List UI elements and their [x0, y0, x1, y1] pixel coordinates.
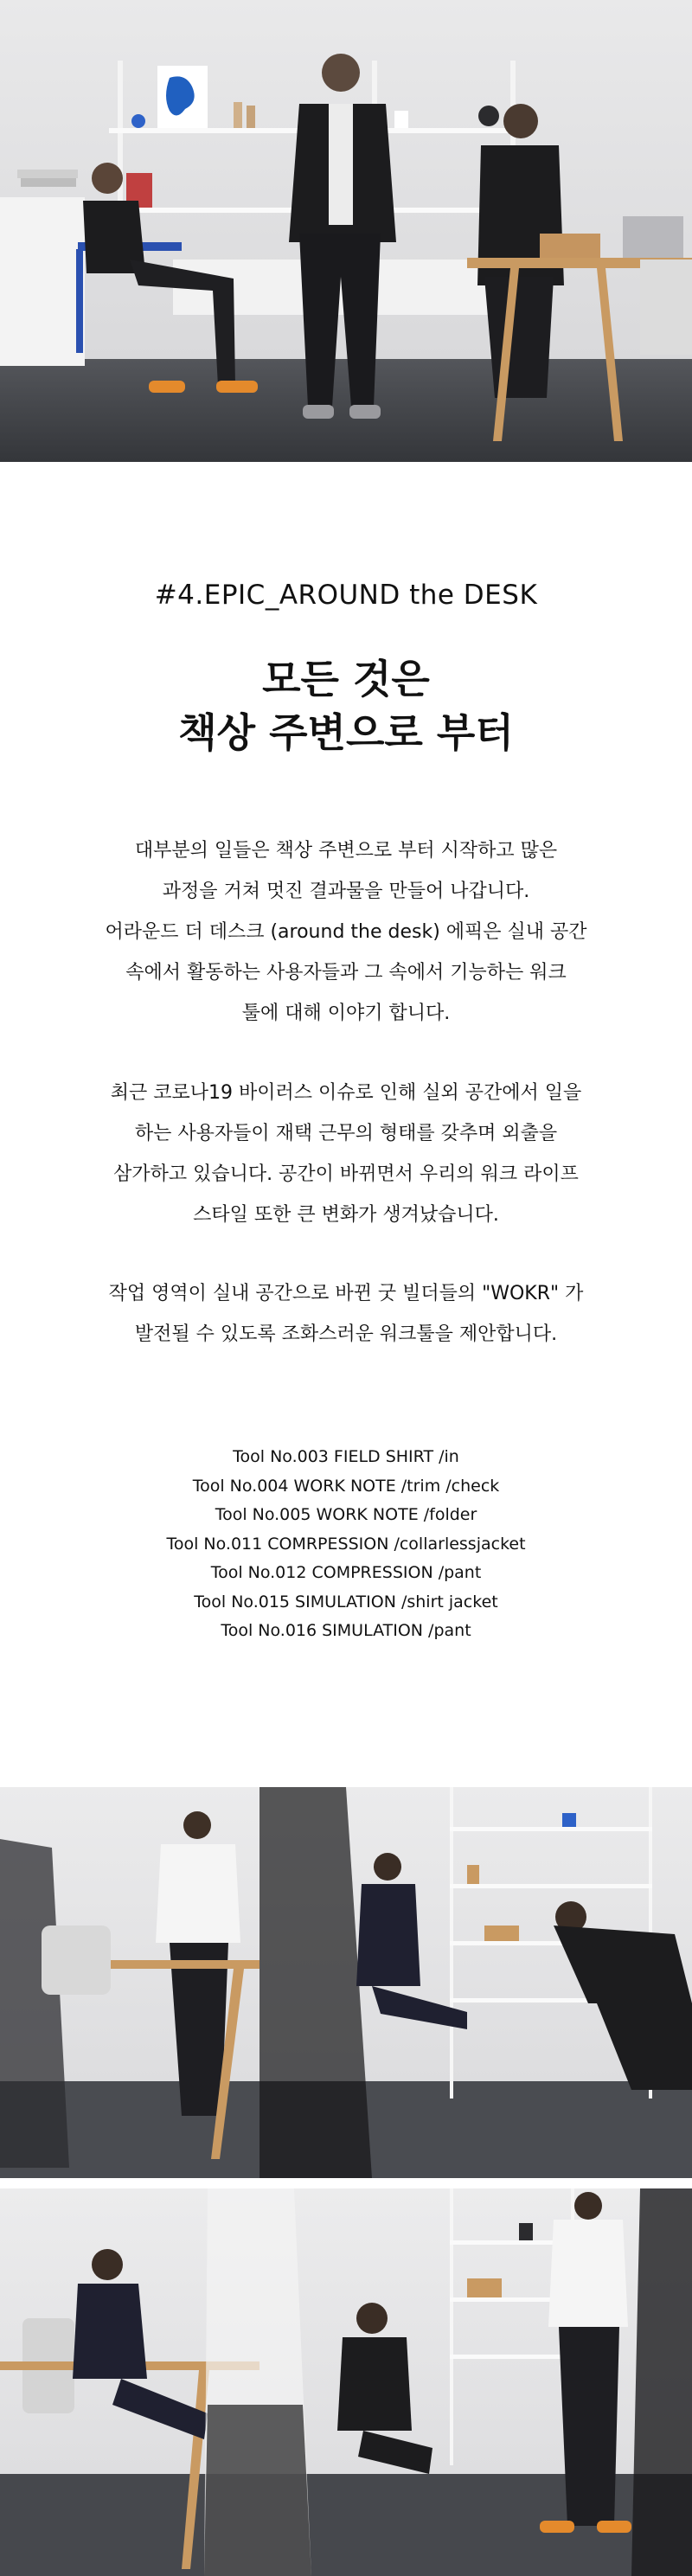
- epic-subtitle: #4.EPIC_AROUND the DESK: [154, 580, 538, 611]
- lifestyle-photo-2: [0, 1787, 692, 2178]
- headline-line: 모든 것은: [262, 656, 430, 702]
- paragraph-line: 어라운드 더 데스크 (around the desk) 에픽은 실내 공간: [105, 921, 587, 943]
- tool-list: [0, 1443, 692, 1646]
- paragraph-line: 하는 사용자들이 재택 근무의 형태를 갖추며 외출을: [134, 1123, 558, 1144]
- paragraph-line: 대부분의 일들은 책상 주변으로 부터 시작하고 많은: [134, 840, 558, 862]
- paragraph-line: 최근 코로나19 바이러스 이슈로 인해 실외 공간에서 일을: [110, 1082, 582, 1104]
- tool-list-item: Tool No.016 SIMULATION /pant: [221, 1621, 471, 1640]
- paragraph-line: 삼가하고 있습니다. 공간이 바뀌면서 우리의 워크 라이프: [113, 1163, 579, 1185]
- headline-line: 책상 주변으로 부터: [178, 709, 514, 756]
- tool-list-item: Tool No.004 WORK NOTE /trim /check: [192, 1476, 500, 1496]
- paragraph-line: 발전될 수 있도록 조화스러운 워크툴을 제안합니다.: [134, 1323, 558, 1345]
- tool-list-item: Tool No.005 WORK NOTE /folder: [215, 1505, 477, 1524]
- tool-list-item: Tool No.012 COMPRESSION /pant: [210, 1563, 482, 1582]
- paragraph-1: [69, 830, 623, 1034]
- paragraph-line: 과정을 거쳐 멋진 결과물을 만들어 나갑니다.: [162, 881, 530, 902]
- paragraph-line: 작업 영역이 실내 공간으로 바뀐 굿 빌더들의 "WOKR" 가: [108, 1283, 584, 1304]
- hero-photo: [0, 0, 692, 462]
- paragraph-2: [69, 1073, 623, 1235]
- intro-text-section: [0, 462, 692, 1787]
- tool-list-item: Tool No.003 FIELD SHIRT /in: [233, 1447, 459, 1466]
- tool-list-item: Tool No.015 SIMULATION /shirt jacket: [194, 1592, 498, 1612]
- tool-list-item: Tool No.011 COMRPESSION /collarlessjacket: [166, 1534, 526, 1554]
- paragraph-line: 스타일 또한 큰 변화가 생겨났습니다.: [193, 1204, 499, 1226]
- lifestyle-photo-3: [0, 2188, 692, 2576]
- paragraph-3: [69, 1273, 623, 1355]
- headline: [0, 652, 692, 759]
- paragraph-line: 툴에 대해 이야기 합니다.: [241, 1003, 451, 1024]
- paragraph-line: 속에서 활동하는 사용자들과 그 속에서 기능하는 워크: [125, 962, 567, 984]
